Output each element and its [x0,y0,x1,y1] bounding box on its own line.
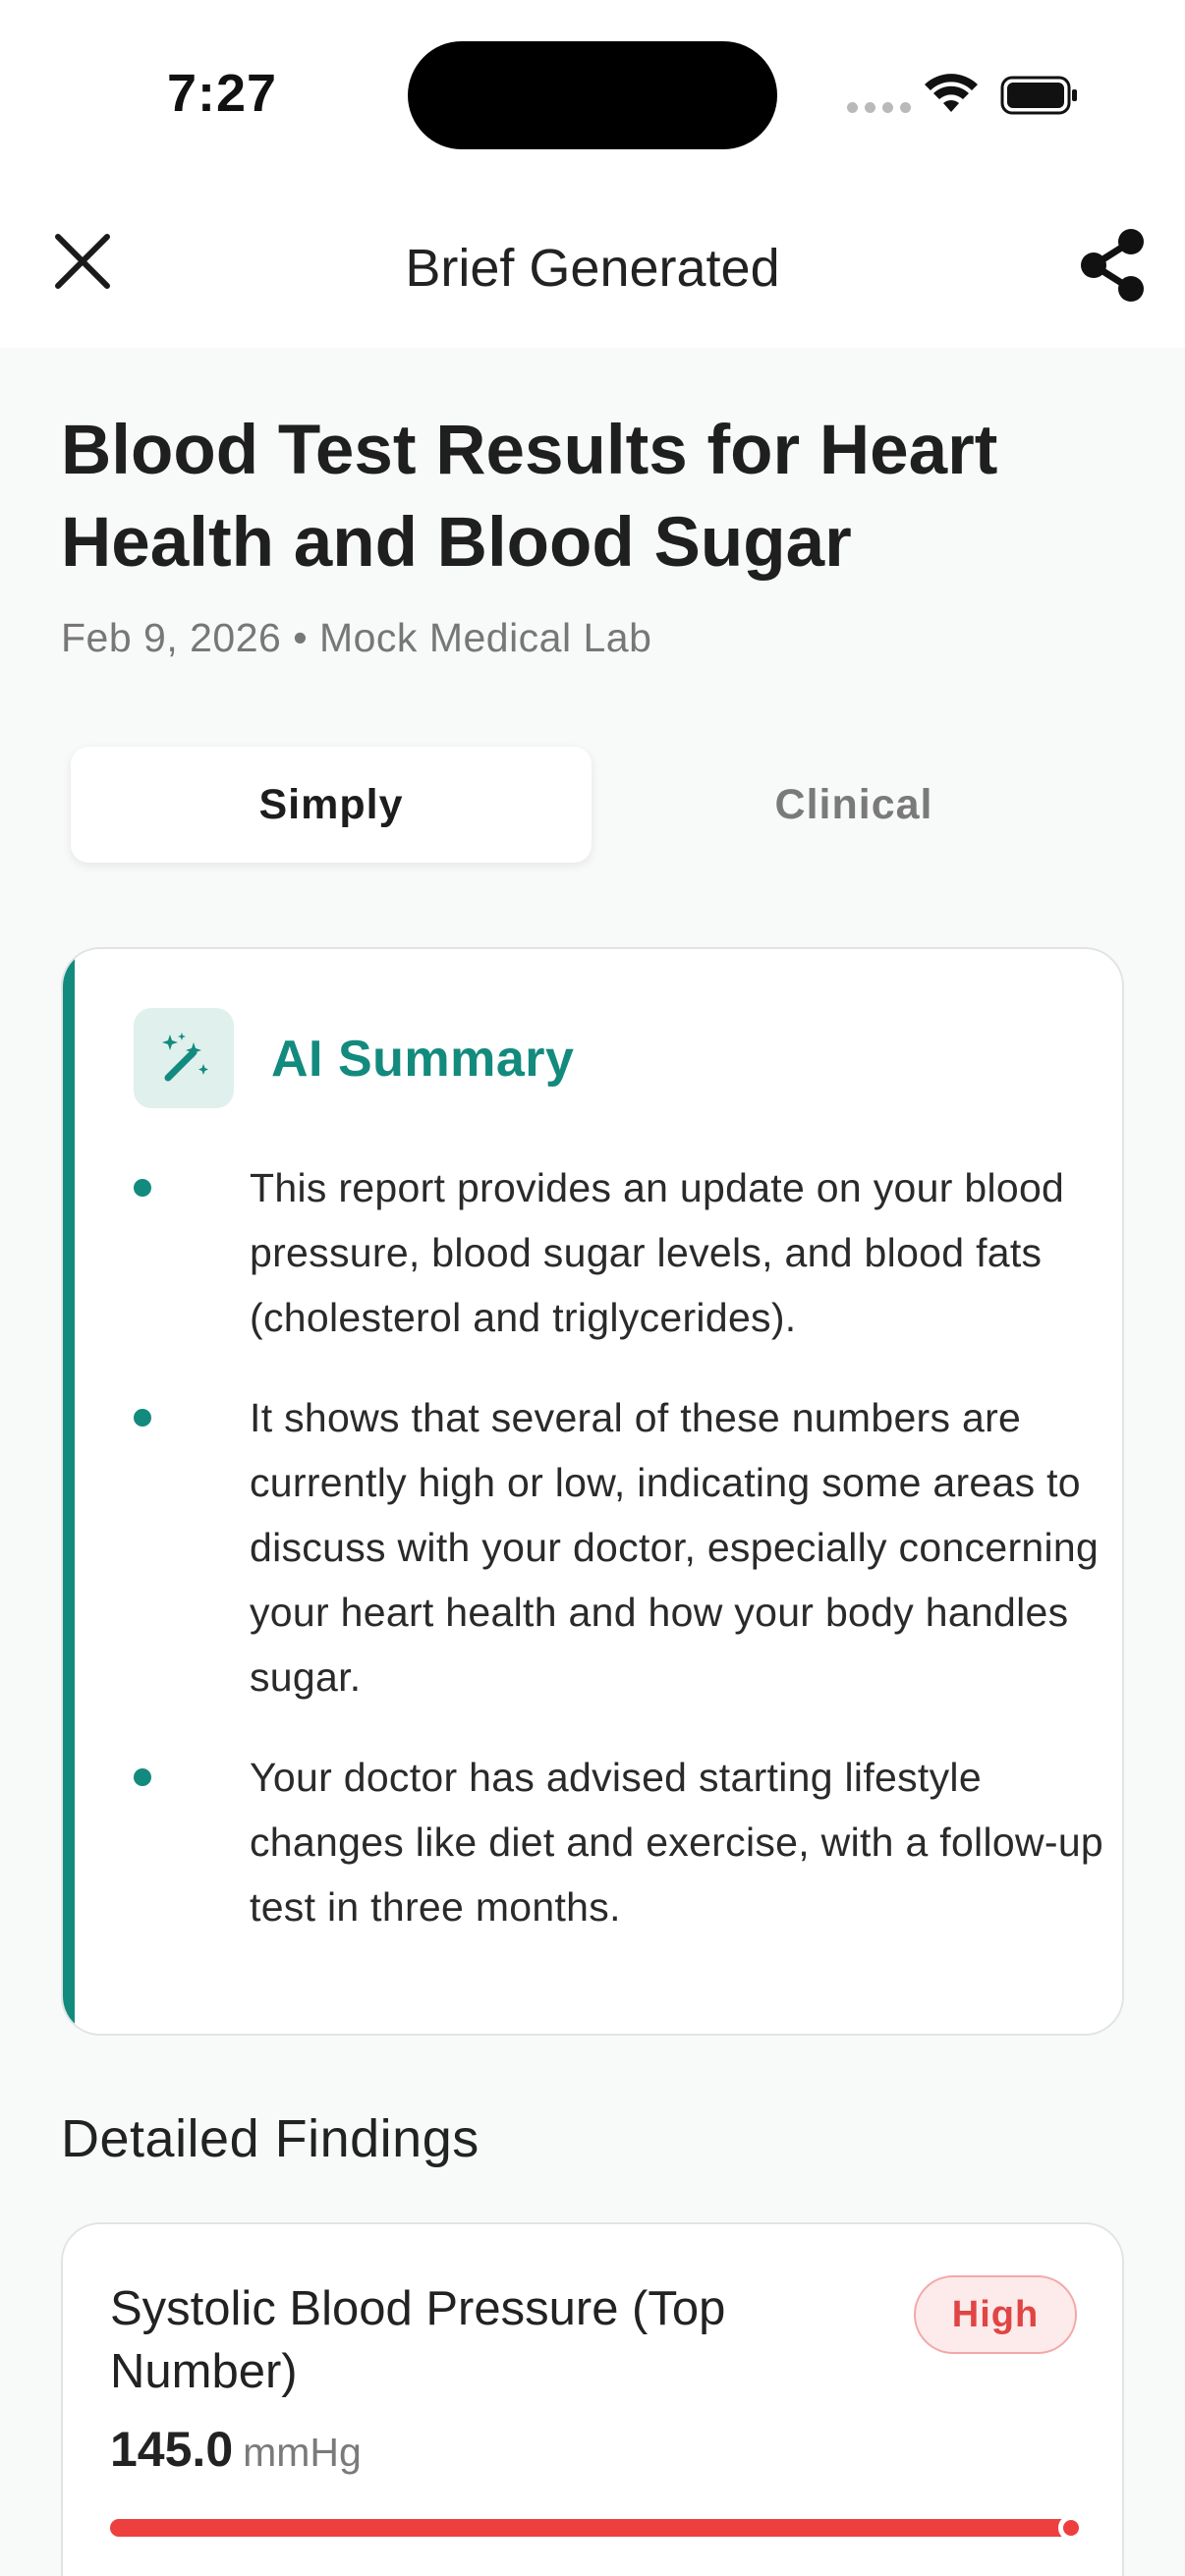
summary-bullet-text: Your doctor has advised starting lifestyle changes like diet and exercise, with a follow-up test in three months. [250,1755,1104,1930]
summary-bullet-text: This report provides an update on your blood pressure, blood sugar levels, and blood fats (cholesterol and triglycerides). [250,1165,1065,1340]
battery-icon [1000,75,1079,116]
range-marker [1058,2515,1084,2541]
report-meta: Feb 9, 2026 • Mock Medical Lab [61,615,652,660]
bullet-dot [134,1768,151,1786]
nav-header [0,187,1185,348]
status-bar [0,0,1185,187]
summary-accent-bar [63,949,75,2034]
ai-summary-title: AI Summary [271,1031,575,1088]
ai-icon-container [134,1008,234,1108]
share-button[interactable] [1073,226,1152,305]
finding-unit: mmHg [243,2430,362,2475]
finding-name: Systolic Blood Pressure (Top Number) [110,2282,726,2398]
finding-value: 145.0 [110,2422,234,2477]
summary-bullet-list [134,1155,1104,1975]
summary-bullet [134,1385,1100,1709]
cellular-signal-icon [847,102,911,113]
status-badge: High [914,2275,1077,2354]
magic-wand-icon [154,1029,213,1088]
finding-value-row [110,2421,362,2478]
report-title: Blood Test Results for Heart Health and Blood Sugar [61,412,998,582]
bullet-dot [134,1179,151,1197]
tab-clinical[interactable]: Clinical [774,780,933,828]
dynamic-island [408,41,777,149]
range-bar-fill [110,2519,1071,2537]
wifi-icon [924,73,979,116]
bullet-dot [134,1409,151,1427]
range-bar [110,2519,1081,2537]
page-title: Brief Generated [405,239,780,298]
summary-bullet-text: It shows that several of these numbers are currently high or low, indicating some areas to discuss with your doctor, especially concerning your heart health and how your body handles sugar. [250,1395,1100,1700]
ai-summary-card [61,947,1124,2036]
summary-bullet [134,1155,1077,1350]
view-mode-segmented-control [61,739,1124,867]
summary-bullet [134,1745,1104,1939]
tab-simply[interactable]: Simply [71,747,592,863]
finding-card[interactable] [61,2222,1124,2576]
status-time: 7:27 [167,64,278,123]
share-icon [1078,228,1147,303]
detailed-findings-heading: Detailed Findings [61,2109,480,2168]
